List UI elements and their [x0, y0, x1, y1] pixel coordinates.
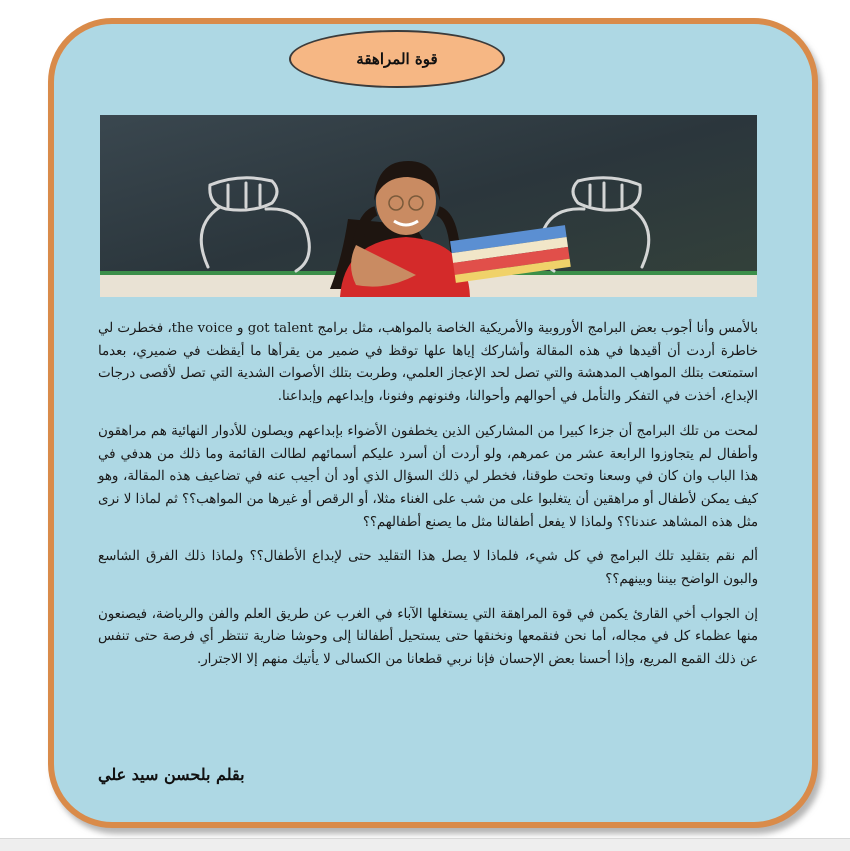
girl-with-books-photo: [100, 115, 757, 297]
article-title: [289, 30, 505, 88]
article-paragraph: ألم نقم بتقليد تلك البرامج في كل شيء، فلماذا لا يصل هذا التقليد حتى لإبداع الأطفال؟؟ ولماذا ذلك الفرق الشاسع والبون الواضح بيننا وبينهم؟؟: [98, 549, 758, 588]
article-body: [98, 318, 758, 684]
author-signature: بقلم بلحسن سيد علي: [98, 765, 245, 784]
bottom-bar: [0, 838, 850, 851]
article-paragraph: إن الجواب أخي القارئ يكمن في قوة المراهقة التي يستغلها الآباء في الغرب عن طريق العلم والفن والرياضة، فيصنعون منها عظماء كل في مجاله، أما نحن فنقمعها ونخنقها حتى يستحيل أطفالنا إلى وحوشا ضارية تنتظر أي فرصة حتى تنفس عن ذلك القمع المريع، وإذا أحسنا بعض الإحسان فإنا نربي قطعانا من الكسالى لا يأتيك منهم إلا الاجترار.: [98, 606, 758, 668]
article-paragraph: لمحت من تلك البرامج أن جزءا كبيرا من المشاركين الذين يخطفون الأضواء بإبداعهم ويصلون للأدوار النهائية هم مراهقون وأطفال لم يتجاوزوا الرابعة عشر من عمرهم، ولو أردت أن أسرد عليكم أسمائهم لطالت القائمة وما ذلك من هدفي في هذا الباب وان كان في وسعنا وتحت طوقنا، فخطر لي ذلك السؤال الذي أود أن أجيب عنه في تضاعيف هذه المقالة، وهو كيف يمكن لأطفال أو مراهقين أن يتغلبوا على من شب على الغناء مثلا، أو الرقص أو غيرها من المواهب؟؟ ثم لماذا لا نرى مثل هذه المشاهد عندنا؟؟ ولماذا لا يفعل أطفالنا مثل ما يصنع أطفالهم؟؟: [98, 423, 758, 530]
article-title-text: قوة المراهقة: [356, 50, 438, 68]
article-paragraph: بالأمس وأنا أجوب بعض البرامج الأوروبية والأمريكية الخاصة بالمواهب، مثل برامج got talent و the voice، فخطرت لي خاطرة أردت أن أقيدها في هذه المقالة وأشاركك إياها علها توقظ في ضمير من يقرأها ما أيقظت في ضميري، بعدما استمتعت بتلك المواهب المدهشة والتي تصل لحد الإعجاز العلمي، وطربت بتلك الأصوات الشدية التي تصل لأقصى درجات الإبداع، أخذت في التفكر والتأمل في أحوالهم وأحوالنا، وفنونهم وفنونا، وإبداعهم وإبداعنا.: [98, 321, 758, 405]
